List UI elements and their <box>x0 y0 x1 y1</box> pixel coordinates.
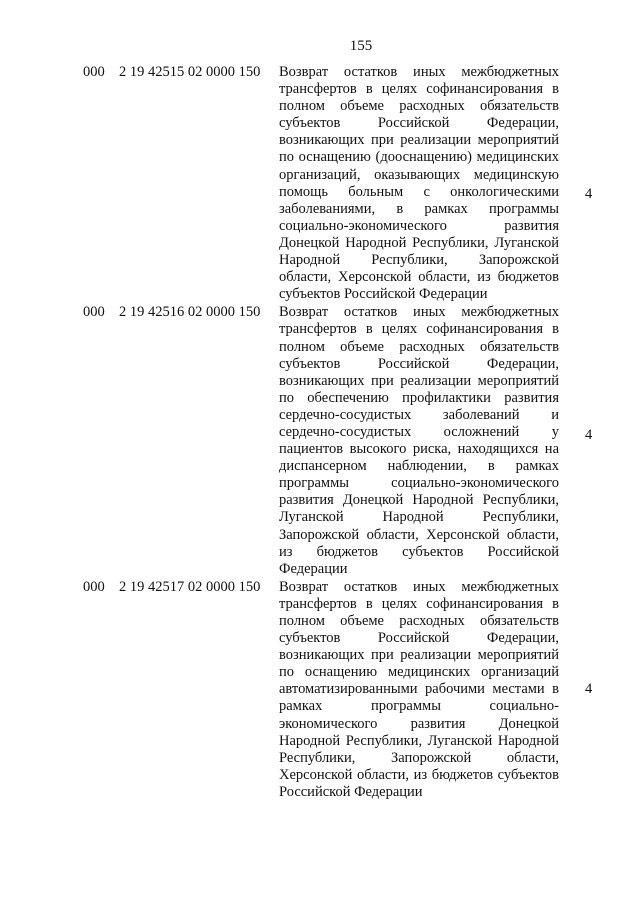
table-row <box>0 64 640 303</box>
row-description: Возврат остатков иных межбюджетных трансфертов в целях софинансирования в полном объеме расходных обязательств субъектов Российской Федерации, возникающих при реализации мероприятий по оснащению медицинских организаций автоматизированными рабочими местами в рамках программы социально-экономического развития Донецкой Народной Республики, Луганской Народной Республики, Запорожской области, Херсонской области, из бюджетов субъектов Российской Федерации <box>279 578 559 800</box>
row-description: Возврат остатков иных межбюджетных трансфертов в целях софинансирования в полном объеме расходных обязательств субъектов Российской Федерации, возникающих при реализации мероприятий по обеспечению профилактики развития сердечно-сосудистых заболеваний и сердечно-сосудистых осложнений у пациентов высокого риска, находящихся на диспансерном наблюдении, в рамках программы социально-экономического развития Донецкой Народной Республики, Луганской Народной Республики, Запорожской области, Херсонской области, из бюджетов субъектов Российской Федерации <box>279 304 559 577</box>
budget-table <box>0 64 640 801</box>
table-row <box>0 579 640 801</box>
admin-code: 000 <box>83 578 105 595</box>
row-amount: 4 <box>585 680 593 697</box>
table-row <box>0 304 640 578</box>
budget-classification-code: 2 19 42515 02 0000 150 <box>119 64 261 80</box>
admin-code: 000 <box>83 64 105 80</box>
budget-classification-code: 2 19 42517 02 0000 150 <box>119 578 261 595</box>
page-number: 155 <box>349 38 373 54</box>
admin-code: 000 <box>83 304 105 321</box>
row-amount: 4 <box>585 186 593 202</box>
budget-classification-code: 2 19 42516 02 0000 150 <box>119 304 261 321</box>
row-description: Возврат остатков иных межбюджетных трансфертов в целях софинансирования в полном объеме расходных обязательств субъектов Российской Федерации, возникающих при реализации мероприятий по оснащению (дооснащению) медицинских организаций, оказывающих медицинскую помощь больным с онкологическими заболеваниями, в рамках программы социально-экономического развития Донецкой Народной Республики, Луганской Народной Республики, Запорожской области, Херсонской области, из бюджетов субъектов Российской Федерации <box>279 64 559 303</box>
row-amount: 4 <box>585 427 593 444</box>
